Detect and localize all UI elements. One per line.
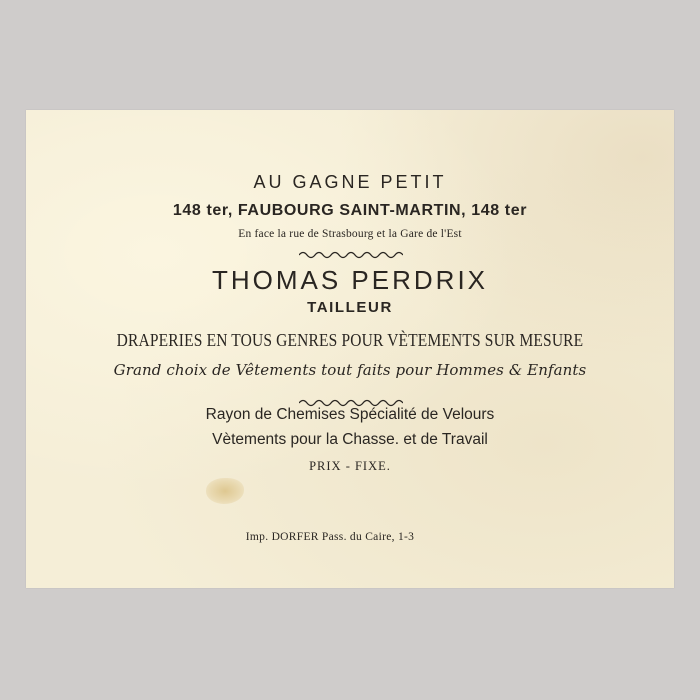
profession: TAILLEUR [307,299,393,316]
specialty-line: DRAPERIES EN TOUS GENRES POUR VÈTEMENTS SUR MESURE [116,330,584,350]
shirts-line: Rayon de Chemises Spécialité de Velours [205,406,495,423]
owner-name: THOMAS PERDRIX [211,265,489,295]
address: 148 ter, FAUBOURG SAINT-MARTIN, 148 ter [172,202,528,219]
trade-card [26,110,674,588]
printer-credit: Imp. DORFER Pass. du Caire, 1-3 [245,531,415,543]
ready-made-clothes-line: Grand choix de Vêtements tout faits pour Hommes & Enfants [113,361,587,379]
paper-stain [206,478,244,504]
wave-divider-top [299,250,403,260]
fixed-price: PRIX - FIXE. [309,459,391,473]
location-note: En face la rue de Strasbourg et la Gare de l'Est [238,228,462,240]
shop-name: AU GAGNE PETIT [253,172,447,192]
hunting-work-clothing-line: Vètements pour la Chasse. et de Travail [212,431,488,448]
